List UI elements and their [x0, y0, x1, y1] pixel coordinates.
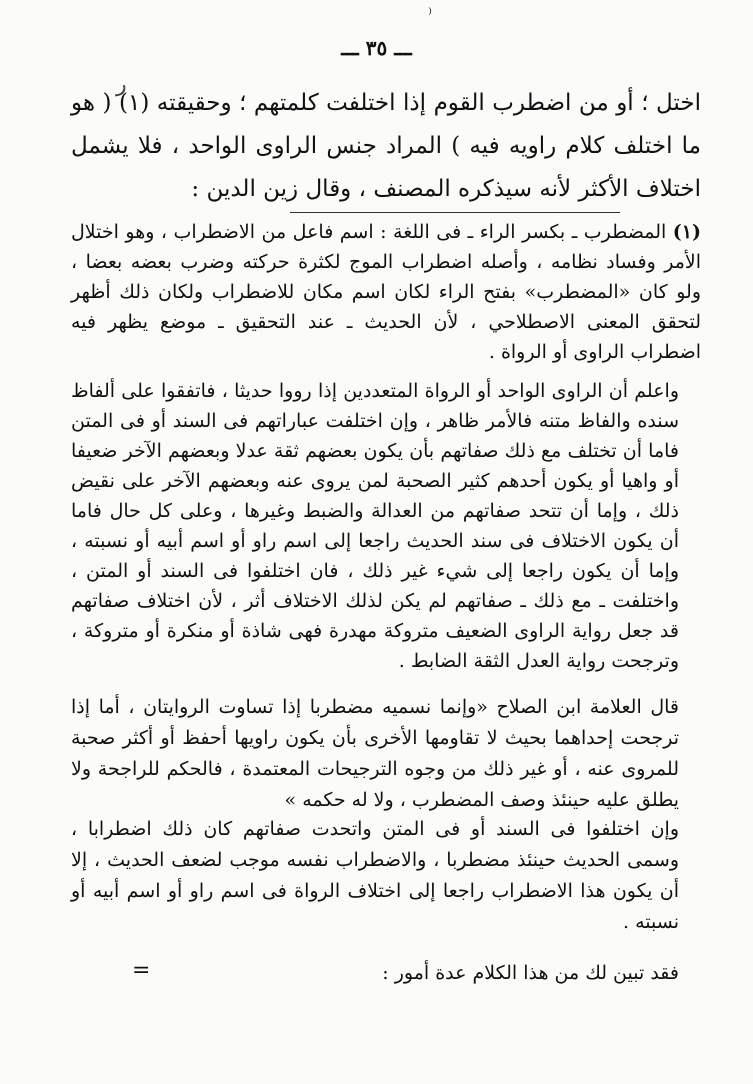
main-text — [71, 82, 701, 211]
footnote-5-text: فقد تبين لك من هذا الكلام عدة أمور : — [382, 962, 679, 984]
main-paragraph: اختل ؛ أو من اضطرب القوم إذا اختلفت كلمتهم ؛ وحقيقته (١) ( هو ما اختلف كلام راويه فيه ) المراد جنس الراوى الواحد ، فلا يشمل اختلاف الأكثر لأنه سيذكره المصنف ، وقال زين الدين : — [71, 90, 701, 202]
footnote-2-text: واعلم أن الراوى الواحد أو الرواة المتعددين إذا رووا حديثا ، فاتفقوا على ألفاظ سنده والفاظ متنه فالأمر ظاهر ، وإن اختلفت عباراتهم فى السند أو فى المتن فاما أن تختلف مع ذلك صفاتهم بأن يكون بعضهم ثقة عدلا وبعضهم الآخر ضعيفا أو واهيا أو يكون أحدهم كثير الصحبة لمن يروى عنه وبعضهم الآخر على نقيض ذلك ، وإما أن تتحد صفاتهم من العدالة والضبط وغيرها ، وعلى كل حال فاما أن يكون الاختلاف فى سند الحديث راجعا إلى اسم راو أو اسم أبيه أو نسبته ، وإما أن يكون راجعا إلى شيء غير ذلك ، فان اختلفوا فى السند أو المتن ، واختلفت ـ مع ذلك ـ صفاتهم لم يكن لذلك الاختلاف أثر ، لأن اختلاف صفاتهم قد جعل رواية الراوى الضعيف متروكة مهدرة فهى شاذة أو منكرة أو متروكة ، وترجحت رواية العدل الثقة الضابط . — [71, 380, 679, 672]
footnote-paragraph-3 — [71, 692, 701, 816]
corner-mark: ﺭ — [116, 72, 127, 97]
footnote-paragraph-5 — [71, 958, 701, 988]
footnote-ref: (١) — [672, 221, 701, 243]
footnote-1 — [71, 217, 701, 367]
footnote-paragraph-4 — [71, 814, 701, 938]
footnote-separator — [290, 212, 620, 213]
footnote-3-text: قال العلامة ابن الصلاح «وإنما نسميه مضطربا إذا تساوت الروايتان ، أما إذا ترجحت إحداهما بحيث لا تقاومها الأخرى بأن يكون راويها أحفظ أو أكثر صحبة للمروى عنه ، أو غير ذلك من وجوه الترجيحات المعتمدة ، فالحكم للراجحة ولا يطلق عليه حينئذ وصف المضطرب ، ولا له حكمه » — [71, 696, 679, 811]
top-mark: ⁾ — [428, 4, 432, 23]
footnote-paragraph-2 — [71, 376, 701, 676]
footnote-4-text: وإن اختلفوا فى السند أو فى المتن واتحدت صفاتهم كان ذلك اضطرابا ، وسمى الحديث حينئذ مضطربا ، والاضطراب نفسه موجب لضعف الحديث ، إلا أن يكون هذا الاضطراب راجعا إلى اختلاف الرواة فى اسم راو أو اسم أبيه أو نسبته . — [71, 818, 679, 933]
footnote-1-text: المضطرب ـ بكسر الراء ـ فى اللغة : اسم فاعل من الاضطراب ، وهو اختلال الأمر وفساد نظامه ، وأصله اضطراب الموج لكثرة حركته وضرب بعضه بعضا ، ولو كان «المضطرب» بفتح الراء لكان اسم مكان للاضطراب ولكان ذلك أظهر لتحقق المعنى الاصطلاحي ، لأن الحديث ـ عند التحقيق ـ موضع يظهر فيه اضطراب الراوى أو الرواة . — [71, 221, 701, 363]
continuation-mark: = — [132, 958, 151, 983]
page-number: ـــ ٣٥ ـــ — [341, 36, 412, 60]
